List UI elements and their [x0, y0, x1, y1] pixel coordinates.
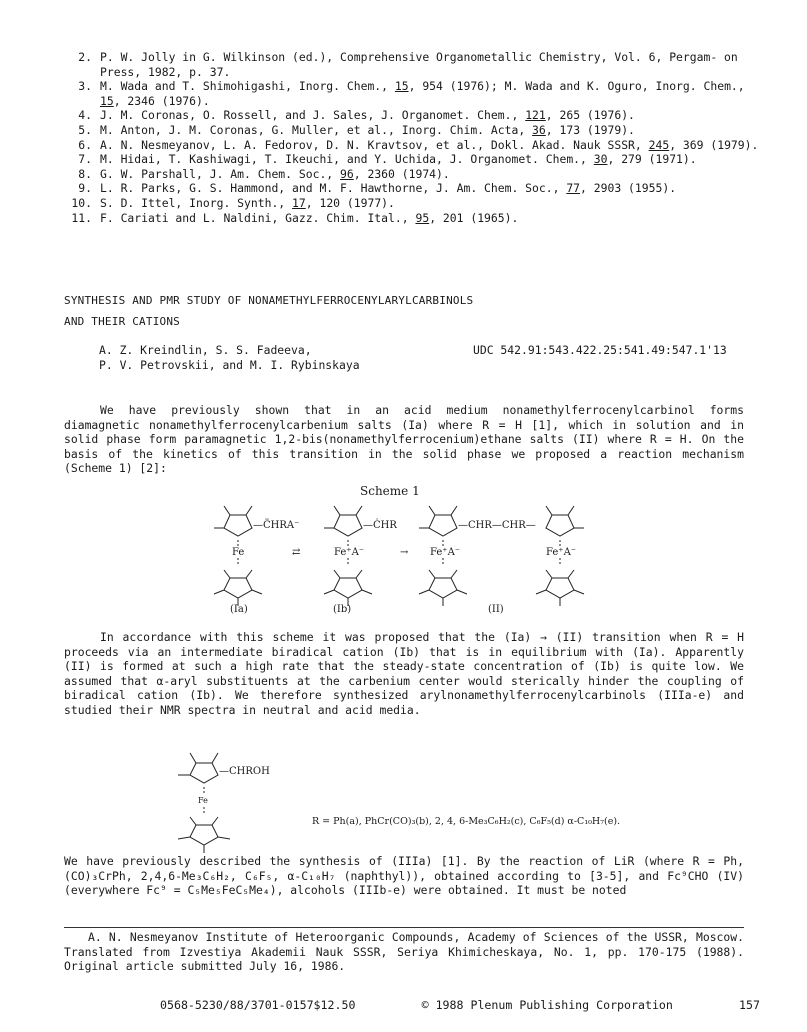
footnote-text: A. N. Nesmeyanov Institute of Heteroorganic Compounds, Academy of Sciences of the USSR, Moscow. Translated from Izvestiya Akademii Nauk SSSR, Seriya Khimicheskaya, No. 1, pp. 170-175 (1988). Original article submitted July 16, 1986. [64, 930, 744, 974]
reference-number: 11. [71, 210, 92, 225]
compound-label-chroh: —CHROH [219, 766, 270, 777]
title-line: AND THEIR CATIONS [64, 314, 180, 328]
compound-label-ib: (Ib) [333, 604, 352, 615]
reference-text: M. Anton, J. M. Coronas, G. Muller, et al., Inorg. Chim. Acta, 36, 173 (1979). [100, 122, 635, 137]
ring-top-ia [214, 506, 252, 536]
ring-top-ii-right [546, 506, 584, 536]
reference-number: 8. [78, 166, 92, 181]
paragraph [64, 854, 744, 898]
ring-bottom-ii-left [419, 570, 467, 606]
scheme-diagram [200, 500, 620, 620]
compound-structure [170, 745, 250, 855]
reference-number: 5. [78, 122, 92, 137]
reference-number: 4. [78, 108, 92, 123]
reference-text: F. Cariati and L. Naldini, Gazz. Chim. Ital., 95, 201 (1965). [100, 210, 519, 225]
reference-text: P. W. Jolly in G. Wilkinson (ed.), Comprehensive Organometallic Chemistry, Vol. 6, Pergam- on Press, 1982, p. 37. [100, 50, 738, 79]
reaction-arrow: → [400, 547, 409, 558]
paragraph-text: We have previously described the synthesis of (IIIa) [1]. By the reaction of LiR (where R = Ph, (CO)₃CrPh, 2,4,6-Me₃C₆H₂, C₆F₅, α-C₁₀H₇ (naphthyl)), obtained according to [3-5], and Fc⁹CHO (IV) (everywhere Fc⁹ = C₅Me₅FeC₅Me₄), alcohols (IIIb-e) were obtained. It must be noted [64, 854, 744, 898]
paragraph [64, 403, 744, 476]
scheme-label-chr-chr: —CHR—CHR— [458, 520, 536, 531]
footnote-divider [64, 927, 744, 928]
page-footer [160, 998, 760, 1013]
scheme-label-chr: —ĊHR [363, 520, 397, 531]
scheme-title: Scheme 1 [360, 484, 420, 498]
reference-text: S. D. Ittel, Inorg. Synth., 17, 120 (1977). [100, 195, 395, 210]
page-number: 157 [739, 998, 760, 1012]
scheme-label-fe: Fe [232, 547, 245, 558]
udc-code: UDC 542.91:543.422.25:541.49:547.1'13 [473, 343, 727, 357]
compound-label-fe: Fe [198, 796, 208, 805]
scheme-label-fe-cation: Fe⁺A⁻ [546, 547, 577, 558]
reference-item [52, 138, 768, 153]
reference-item [52, 196, 768, 211]
authors-line: P. V. Petrovskii, and M. I. Rybinskaya [99, 357, 360, 372]
reference-item [52, 123, 768, 138]
scheme-label-fe-cation: Fe⁺A⁻ [430, 547, 461, 558]
reference-number: 3. [78, 79, 92, 94]
equilibrium-arrow: ⇄ [292, 547, 301, 558]
reference-text: G. W. Parshall, J. Am. Chem. Soc., 96, 2360 (1974). [100, 166, 450, 181]
title-line: SYNTHESIS AND PMR STUDY OF NONAMETHYLFERROCENYLARYLCARBINOLS [64, 294, 474, 307]
reference-item [52, 50, 768, 79]
footnote [64, 930, 744, 974]
reference-number: 10. [71, 195, 92, 210]
reference-item [52, 211, 768, 226]
reference-list [52, 50, 768, 225]
reference-text: M. Wada and T. Shimohigashi, Inorg. Chem., 15, 954 (1976); M. Wada and K. Oguro, Inorg. Chem., 15, 2346 (1976). [100, 79, 745, 108]
scheme-label-fe-cation: Fe⁺A⁻ [334, 547, 365, 558]
reference-item [52, 181, 768, 196]
ring-top-ii-left [419, 506, 457, 536]
authors-line: A. Z. Kreindlin, S. S. Fadeeva, [99, 343, 312, 357]
footer-copyright: © 1988 Plenum Publishing Corporation [421, 998, 673, 1012]
reference-text: L. R. Parks, G. S. Hammond, and M. F. Hawthorne, J. Am. Chem. Soc., 77, 2903 (1955). [100, 181, 677, 196]
reference-text: A. N. Nesmeyanov, L. A. Fedorov, D. N. Kravtsov, et al., Dokl. Akad. Nauk SSSR, 245, 369 (1979). [100, 137, 759, 152]
reference-number: 6. [78, 137, 92, 152]
reference-item [52, 108, 768, 123]
reference-text: M. Hidai, T. Kashiwagi, T. Ikeuchi, and Y. Uchida, J. Organomet. Chem., 30, 279 (1971). [100, 152, 697, 167]
scheme-label-chra: —C̈HRA⁻ [253, 520, 300, 531]
compound-label-ia: (Ia) [230, 604, 248, 615]
ring-bottom-ia [214, 570, 262, 606]
compound-label-ii: (II) [488, 604, 504, 615]
reference-text: J. M. Coronas, O. Rossell, and J. Sales, J. Organomet. Chem., 121, 265 (1976). [100, 108, 635, 123]
reference-number: 2. [78, 50, 92, 64]
ring-top-ib [324, 506, 362, 536]
substituent-definition: R = Ph(a), PhCr(CO)₃(b), 2, 4, 6-Me₃C₆H₂(c), C₆F₅(d) α-C₁₀H₇(e). [312, 816, 621, 827]
ring-bottom-ii-right [536, 570, 584, 606]
reference-number: 9. [78, 181, 92, 196]
footer-code: 0568-5230/88/3701-0157$12.50 [160, 998, 356, 1012]
article-title [64, 294, 714, 335]
paragraph-text: We have previously shown that in an acid medium nonamethylferrocenylcarbinol forms diamagnetic nonamethylferrocenylcarbenium salts (Ia) where R = H [1], which in solution and in solid phase form paramagnetic 1,2-bis(nonamethylferrocenium)ethane salts (II) where R = H. On the basis of the kinetics of this transition in the solid phase we proposed a reaction mechanism (Scheme 1) [2]: [64, 403, 744, 476]
ring-bottom-ib [324, 570, 372, 606]
paragraph-text: In accordance with this scheme it was proposed that the (Ia) → (II) transition when R = H proceeds via an intermediate biradical cation (Ib) that is in equilibrium with (Ia). Apparently (II) is formed at such a high rate that the steady-state concentration of (Ib) is quite low. We assumed that α-aryl substituents at the carbenium center would sterically hinder the coupling of biradical cation (Ib). We therefore synthesized arylnonamethylferrocenylcarbinols (IIIa-e) and studied their NMR spectra in neutral and acid media. [64, 630, 744, 717]
reference-item [52, 152, 768, 167]
paragraph [64, 630, 744, 718]
reference-number: 7. [78, 152, 92, 167]
reference-item [52, 79, 768, 108]
reference-item [52, 167, 768, 182]
